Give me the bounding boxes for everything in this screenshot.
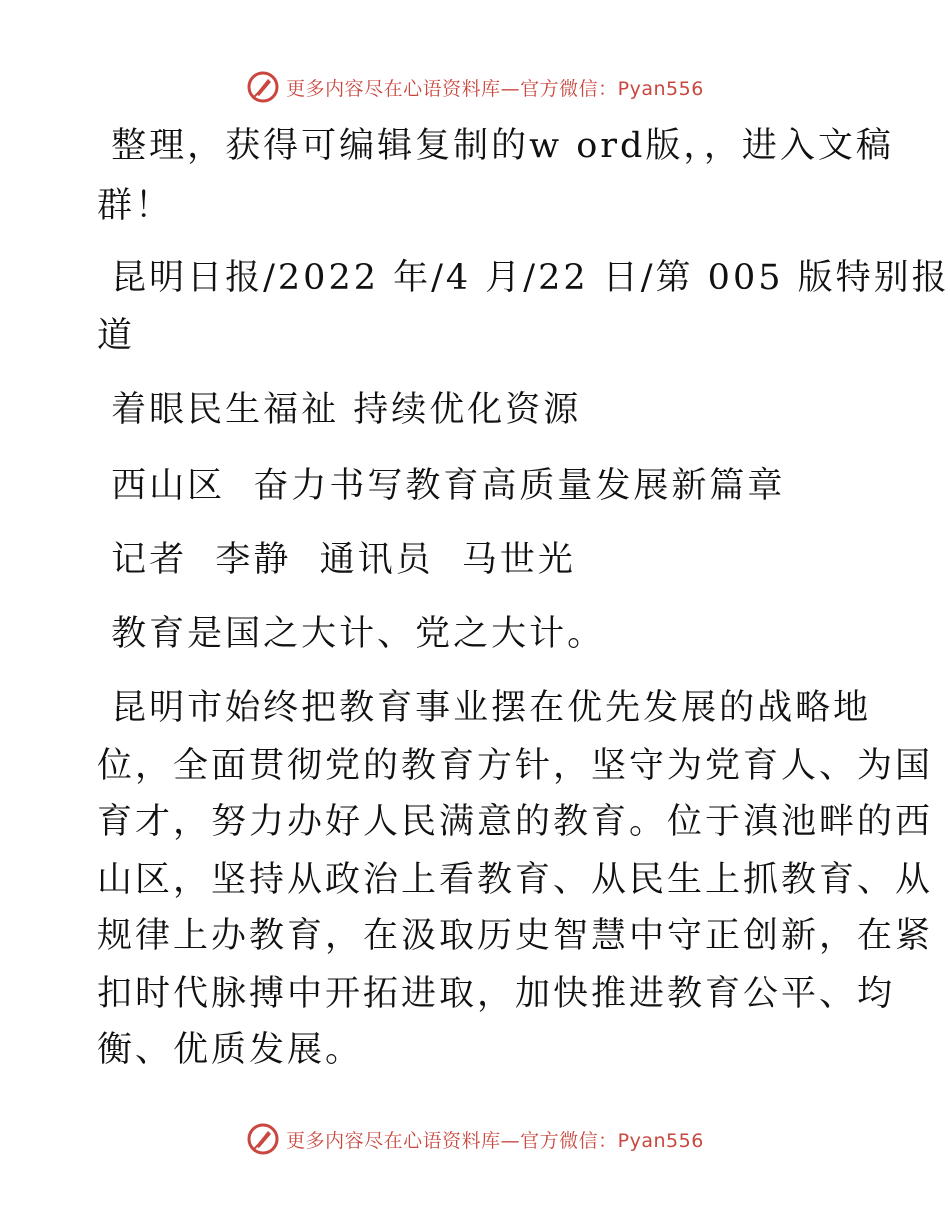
paragraph-line: 规律上办教育，在汲取历史智慧中守正创新，在紧 — [97, 916, 934, 956]
quill-pen-circle-icon — [246, 1122, 280, 1156]
watermark-text: 更多内容尽在心语资料库—官方微信：Pyan556 — [286, 1129, 704, 1152]
dateline: 昆明日报/2022 年/4 月/22 日/第 005 版特别报 — [97, 258, 950, 298]
quill-pen-circle-icon — [246, 70, 280, 104]
headline-kicker: 着眼民生福祉 持续优化资源 — [97, 390, 582, 430]
byline: 记者 李静 通讯员 马世光 — [97, 540, 576, 580]
paragraph-line: 山区，坚持从政治上看教育、从民生上抓教育、从 — [97, 860, 934, 900]
text-line: 群！ — [97, 186, 174, 226]
paragraph-line: 位，全面贯彻党的教育方针，坚守为党育人、为国 — [97, 746, 934, 786]
paragraph-line: 教育是国之大计、党之大计。 — [97, 614, 606, 654]
header-watermark-banner — [0, 70, 950, 104]
text-line: 道 — [97, 316, 136, 356]
headline: 西山区 奋力书写教育高质量发展新篇章 — [97, 466, 786, 506]
watermark-text: 更多内容尽在心语资料库—官方微信：Pyan556 — [286, 77, 704, 100]
paragraph-line: 衡、优质发展。 — [97, 1030, 364, 1070]
paragraph-line: 育才，努力办好人民满意的教育。位于滇池畔的西 — [97, 802, 934, 842]
footer-watermark-banner — [0, 1122, 950, 1156]
paragraph-line: 昆明市始终把教育事业摆在优先发展的战略地 — [97, 688, 872, 728]
paragraph-line: 扣时代脉搏中开拓进取，加快推进教育公平、均 — [97, 974, 896, 1014]
text-line: 整理，获得可编辑复制的w ord版，，进入文稿 — [97, 126, 894, 166]
